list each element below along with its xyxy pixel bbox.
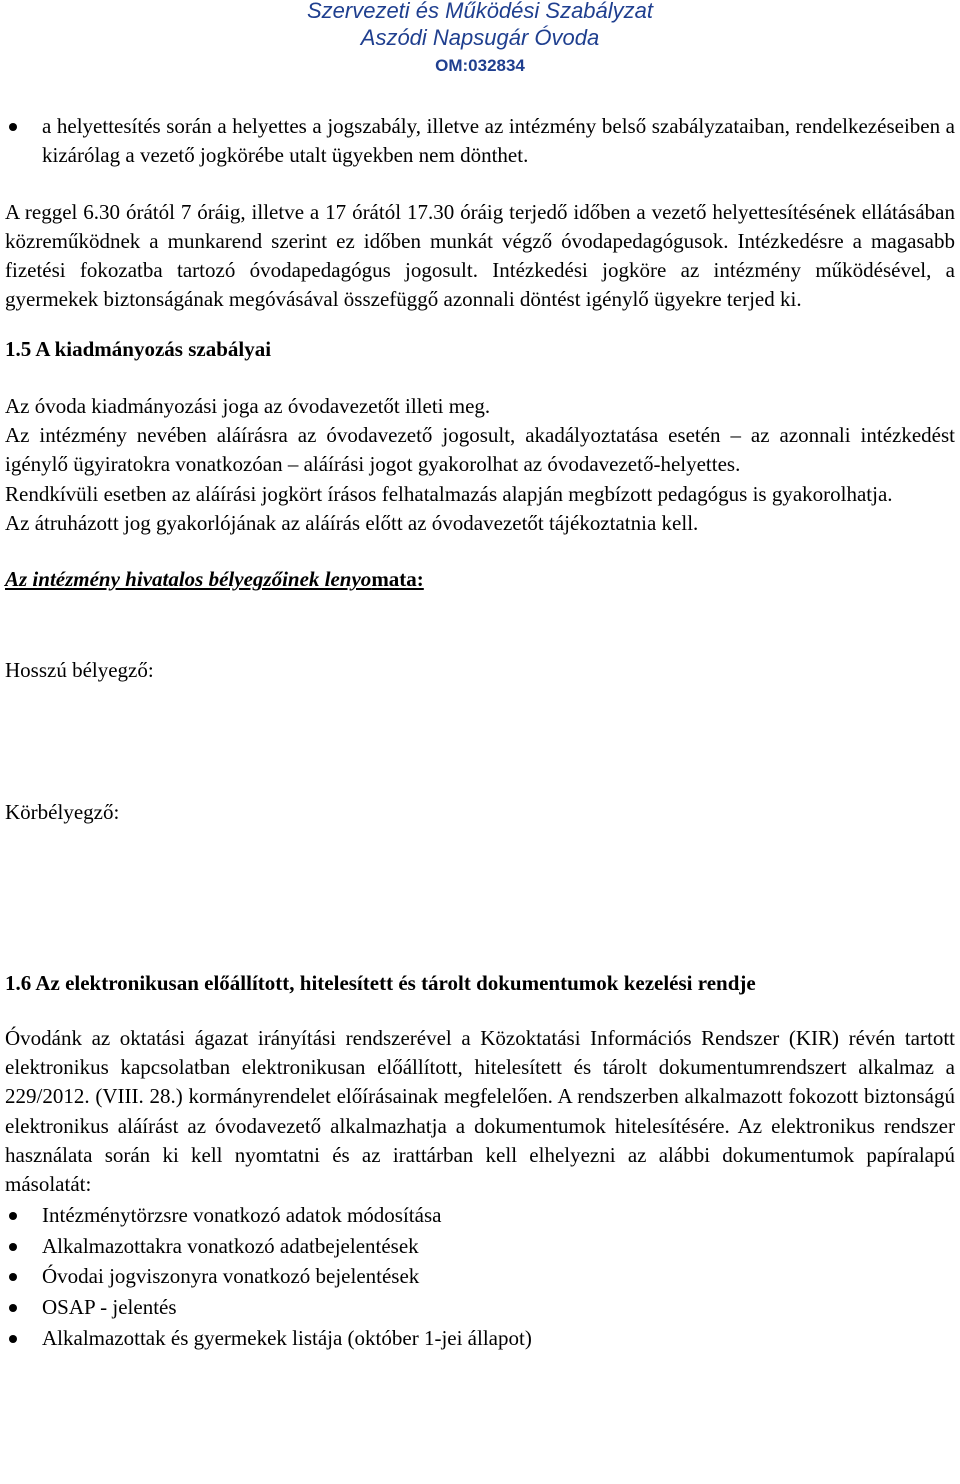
bullet-icon xyxy=(9,123,17,131)
long-stamp-label: Hosszú bélyegző: xyxy=(5,658,154,683)
electronic-documents-paragraph: Óvodánk az oktatási ágazat irányítási rendszerével a Közoktatási Információs Rendszer (KIR) révén tartott elektronikus kapcsolatban elektronikusan előállított, hitelesített és tárolt dokumentumrendszert alkalmaz a 229/2012. (VIII. 28.) kormányrendelet előírásainak megfelelően. A rendszerben alkalmazott fokozott biztonságú elektronikus aláírást az óvodavezető alkalmazhatja a dokumentumok hitelesítésére. Az elektronikus rendszer használata során ki kell nyomtatni és az irattárban kell elhelyezni az alábbi dokumentumok papíralapú másolatát: xyxy=(5,1025,955,1197)
bullet-icon xyxy=(9,1304,17,1312)
section-heading-1-5: 1.5 A kiadmányozás szabályai xyxy=(5,336,272,361)
header-om-number: OM:032834 xyxy=(435,56,525,75)
list-item: a helyettesítés során a helyettes a jogszabály, illetve az intézmény belső szabályzataiban, rendelkezéseiben a kizárólag a vezető jogkörébe utalt ügyekben nem dönthet. xyxy=(5,112,955,171)
list-item: OSAP - jelentés xyxy=(5,1292,955,1323)
signing-paragraph-4: Az átruházott jog gyakorlójának az aláírás előtt az óvodavezetőt tájékoztatnia kell. xyxy=(5,510,699,535)
printed-documents-list xyxy=(5,1200,955,1355)
bullet-icon xyxy=(9,1273,17,1281)
bullet-icon xyxy=(9,1335,17,1343)
signing-paragraph-3: Rendkívüli esetben az aláírási jogkört írásos felhatalmazás alapján megbízott pedagógus is gyakorolhatja. xyxy=(5,481,893,506)
list-item: Intézménytörzsre vonatkozó adatok módosítása xyxy=(5,1200,955,1231)
signing-paragraph-1: Az óvoda kiadmányozási joga az óvodavezetőt illeti meg. xyxy=(5,393,491,418)
header-title: Szervezeti és Működési Szabályzat xyxy=(306,0,654,23)
stamps-heading: Az intézmény hivatalos bélyegzőinek lenyomata: xyxy=(5,567,424,592)
substitution-bullet-list xyxy=(5,112,955,171)
list-item: Alkalmazottakra vonatkozó adatbejelentések xyxy=(5,1231,955,1262)
header-institution: Aszódi Napsugár Óvoda xyxy=(360,25,600,50)
list-item: Alkalmazottak és gyermekek listája (október 1-jei állapot) xyxy=(5,1323,955,1354)
section-heading-1-6: 1.6 Az elektronikusan előállított, hitelesített és tárolt dokumentumok kezelési rendje xyxy=(5,970,756,995)
list-item: Óvodai jogviszonyra vonatkozó bejelentések xyxy=(5,1261,955,1292)
substitution-paragraph: A reggel 6.30 órától 7 óráig, illetve a 17 órától 17.30 óráig terjedő időben a vezető helyettesítésének ellátásában közreműködnek a munkarend szerint ez időben munkát végző óvodapedagógusok. Intézkedésre a magasabb fizetési fokozatba tartozó óvodapedagógus jogosult. Intézkedési jogköre az intézmény működésével, a gyermekek biztonságának megóvásával összefüggő azonnali döntést igénylő ügyekre terjed ki. xyxy=(5,199,955,312)
round-stamp-label: Körbélyegző: xyxy=(5,799,120,824)
bullet-icon xyxy=(9,1243,17,1251)
signing-paragraph-2: Az intézmény nevében aláírásra az óvodavezető jogosult, akadályoztatása esetén – az azonnali intézkedést igénylő ügyiratokra vonatkozóan – aláírási jogot gyakorolhat az óvodavezető-helyettes. xyxy=(5,423,955,477)
bullet-icon xyxy=(9,1212,17,1220)
document-body xyxy=(5,112,955,1354)
